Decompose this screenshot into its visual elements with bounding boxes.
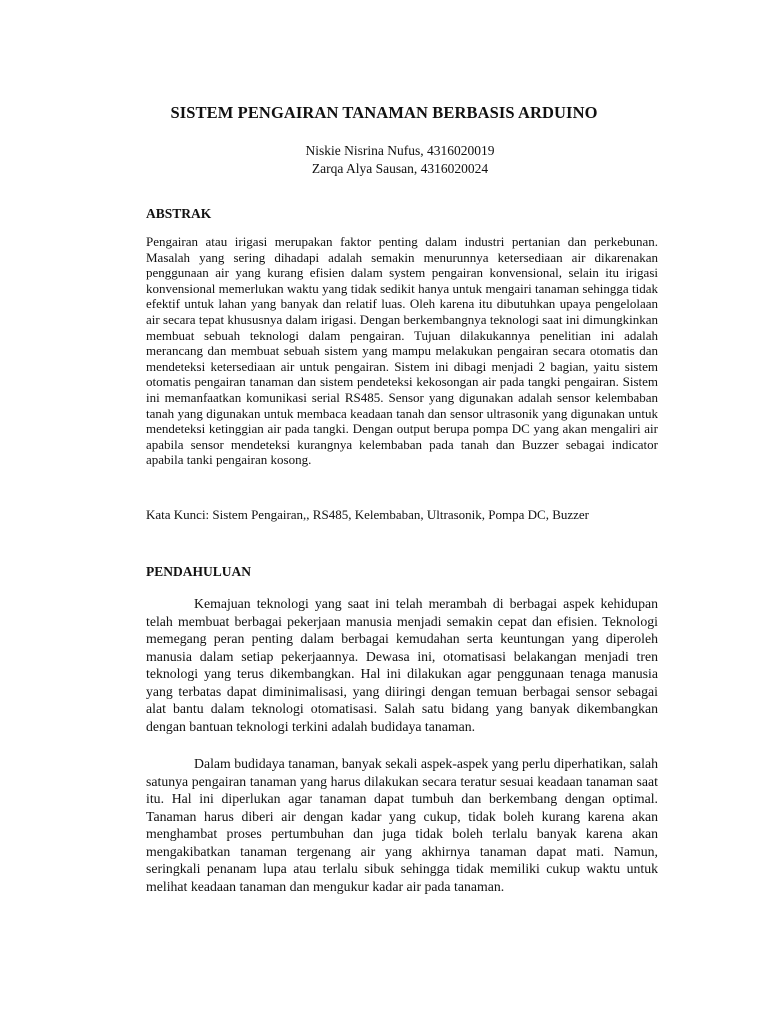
paper-title: SISTEM PENGAIRAN TANAMAN BERBASIS ARDUINO [170, 103, 598, 122]
abstract-text: Pengairan atau irigasi merupakan faktor penting dalam industri pertanian dan perkebunan. Masalah yang sering dihadapi adalah semakin menurunnya ketersediaan air dikarenakan penggunaan air yang kurang efisien dalam system pengairan konvensional, selain itu irigasi konvensional memerlukan waktu yang tidak sedikit hanya untuk mengairi tanaman sehingga tidak efektif untuk lahan yang banyak dan relatif luas. Oleh karena itu dibutuhkan upaya pengelolaan air secara tepat khususnya dalam irigasi. Dengan berkembangnya teknologi saat ini dimungkinkan membuat sebuah teknologi dalam pengairan. Tujuan dilakukannya penelitian ini adalah merancang dan membuat sebuah sistem yang mampu melakukan pengairan secara otomatis dan mendeteksi ketersediaan air untuk pengairan. Sistem ini dibagi menjadi 2 bagian, yaitu sistem otomatis pengairan tanaman dan sistem pendeteksi kekosongan air pada tangki pengairan. Sistem ini memanfaatkan komunikasi serial RS485. Sensor yang digunakan adalah sensor kelembaban tanah yang digunakan untuk membaca keadaan tanah dan sensor ultrasonik yang digunakan untuk mendeteksi ketinggian air pada tangki. Dengan output berupa pompa DC yang akan mengaliri air apabila sensor mendeteksi kurangnya kelembaban pada tanah dan Buzzer sebagai indicator apabila tanki pengairan kosong. [146, 234, 658, 468]
abstract-heading: ABSTRAK [146, 206, 212, 221]
introduction-paragraph: Dalam budidaya tanaman, banyak sekali aspek-aspek yang perlu diperhatikan, salah satunya pengairan tanaman yang harus dilakukan secara teratur sesuai keadaan tanaman saat itu. Hal ini diperlukan agar tanaman dapat tumbuh dan berkembang dengan optimal. Tanaman harus diberi air dengan kadar yang cukup, tidak boleh kurang karena akan menghambat proses pertumbuhan dan juga tidak boleh terlalu banyak karena akan mengakibatkan tanaman tergenang air yang akhirnya tanaman dapat mati. Namun, seringkali penanam lupa atau terlalu sibuk sehingga tidak memiliki cukup waktu untuk melihat keadaan tanaman dan mengukur kadar air pada tanaman. [146, 756, 658, 894]
author-line: Niskie Nisrina Nufus, 4316020019 [305, 143, 495, 158]
keywords: Kata Kunci: Sistem Pengairan,, RS485, Kelembaban, Ultrasonik, Pompa DC, Buzzer [146, 507, 590, 522]
author-list [0, 142, 768, 178]
introduction-heading: PENDAHULUAN [146, 564, 252, 579]
author-line: Zarqa Alya Sausan, 4316020024 [311, 161, 489, 176]
introduction-paragraph: Kemajuan teknologi yang saat ini telah merambah di berbagai aspek kehidupan telah membuat berbagai pekerjaan manusia menjadi semakin cepat dan efisien. Teknologi memegang peran penting dalam berbagai kemudahan serta keuntungan yang diperoleh manusia dalam setiap pekerjaannya. Dewasa ini, otomatisasi belakangan menjadi tren teknologi yang terus dikembangkan. Hal ini dilakukan agar penggunaan tenaga manusia yang terbatas dapat diminimalisasi, yang diiringi dengan temuan berbagai sensor sebagai alat bantu dalam teknologi otomatisasi. Salah satu bidang yang banyak dikembangkan dengan bantuan teknologi terkini adalah budidaya tanaman. [146, 596, 658, 734]
